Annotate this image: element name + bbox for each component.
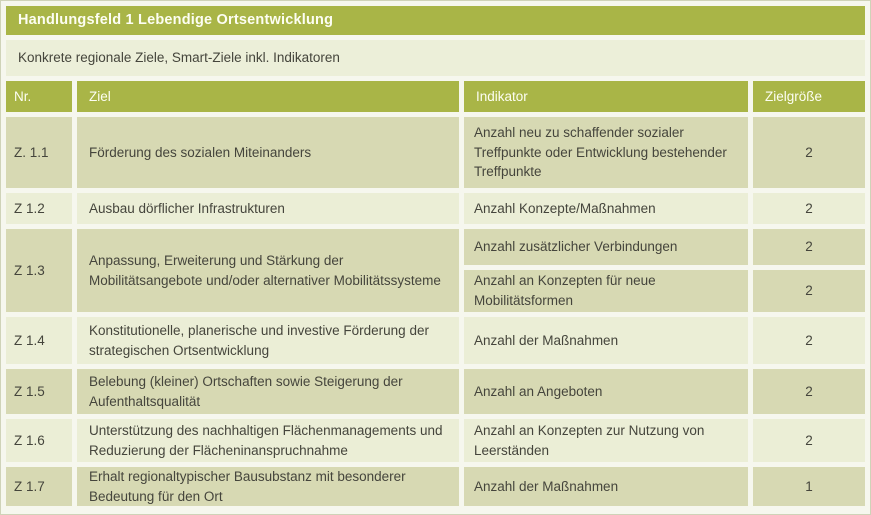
row-zielgroesse: 2 <box>753 317 865 364</box>
row-nr: Z 1.7 <box>6 467 72 506</box>
row-nr: Z 1.4 <box>6 317 72 364</box>
title-row <box>6 6 865 35</box>
row-zielgroesse: 2 <box>753 270 865 312</box>
page-title: Handlungsfeld 1 Lebendige Ortsentwicklung <box>6 6 865 35</box>
row-zielgroesse: 2 <box>753 229 865 265</box>
row-ziel: Unterstützung des nachhaltigen Flächenmanagements und Reduzierung der Flächeninanspruchnahme <box>77 419 459 462</box>
table-row <box>6 317 865 364</box>
row-indikator: Anzahl der Maßnahmen <box>464 467 748 506</box>
handlungsfeld-table <box>1 1 870 511</box>
row-nr: Z 1.3 <box>6 229 72 312</box>
row-nr: Z. 1.1 <box>6 117 72 188</box>
row-zielgroesse: 2 <box>753 117 865 188</box>
table-row <box>6 419 865 462</box>
column-header-zielgroesse: Zielgröße <box>753 81 865 112</box>
page-subtitle: Konkrete regionale Ziele, Smart-Ziele inkl. Indikatoren <box>6 40 865 76</box>
row-nr: Z 1.5 <box>6 369 72 414</box>
row-ziel: Konstitutionelle, planerische und investive Förderung der strategischen Ortsentwicklung <box>77 317 459 364</box>
row-indikator: Anzahl Konzepte/Maßnahmen <box>464 193 748 224</box>
row-zielgroesse: 1 <box>753 467 865 506</box>
row-indikator: Anzahl an Konzepten für neue Mobilitätsformen <box>464 270 748 312</box>
table-row <box>6 369 865 414</box>
column-header-ziel: Ziel <box>77 81 459 112</box>
row-ziel: Belebung (kleiner) Ortschaften sowie Steigerung der Aufenthaltsqualität <box>77 369 459 414</box>
row-indikator: Anzahl an Konzepten zur Nutzung von Leerständen <box>464 419 748 462</box>
table-row <box>6 117 865 188</box>
column-header-nr: Nr. <box>6 81 72 112</box>
row-indikator: Anzahl neu zu schaffender sozialer Treffpunkte oder Entwicklung bestehender Treffpunkte <box>464 117 748 188</box>
table-row <box>6 467 865 506</box>
row-indikator: Anzahl an Angeboten <box>464 369 748 414</box>
row-ziel: Anpassung, Erweiterung und Stärkung der Mobilitätsangebote und/oder alternativer Mobilitätssysteme <box>77 229 459 312</box>
row-ziel: Förderung des sozialen Miteinanders <box>77 117 459 188</box>
row-ziel: Erhalt regionaltypischer Bausubstanz mit besonderer Bedeutung für den Ort <box>77 467 459 506</box>
row-ziel: Ausbau dörflicher Infrastrukturen <box>77 193 459 224</box>
row-zielgroesse: 2 <box>753 369 865 414</box>
column-header-row <box>6 81 865 112</box>
row-zielgroesse: 2 <box>753 419 865 462</box>
row-indikator: Anzahl zusätzlicher Verbindungen <box>464 229 748 265</box>
row-nr: Z 1.6 <box>6 419 72 462</box>
subtitle-row <box>6 40 865 76</box>
table-row <box>6 193 865 224</box>
row-zielgroesse: 2 <box>753 193 865 224</box>
row-nr: Z 1.2 <box>6 193 72 224</box>
table-row <box>6 229 865 265</box>
column-header-indikator: Indikator <box>464 81 748 112</box>
row-indikator: Anzahl der Maßnahmen <box>464 317 748 364</box>
